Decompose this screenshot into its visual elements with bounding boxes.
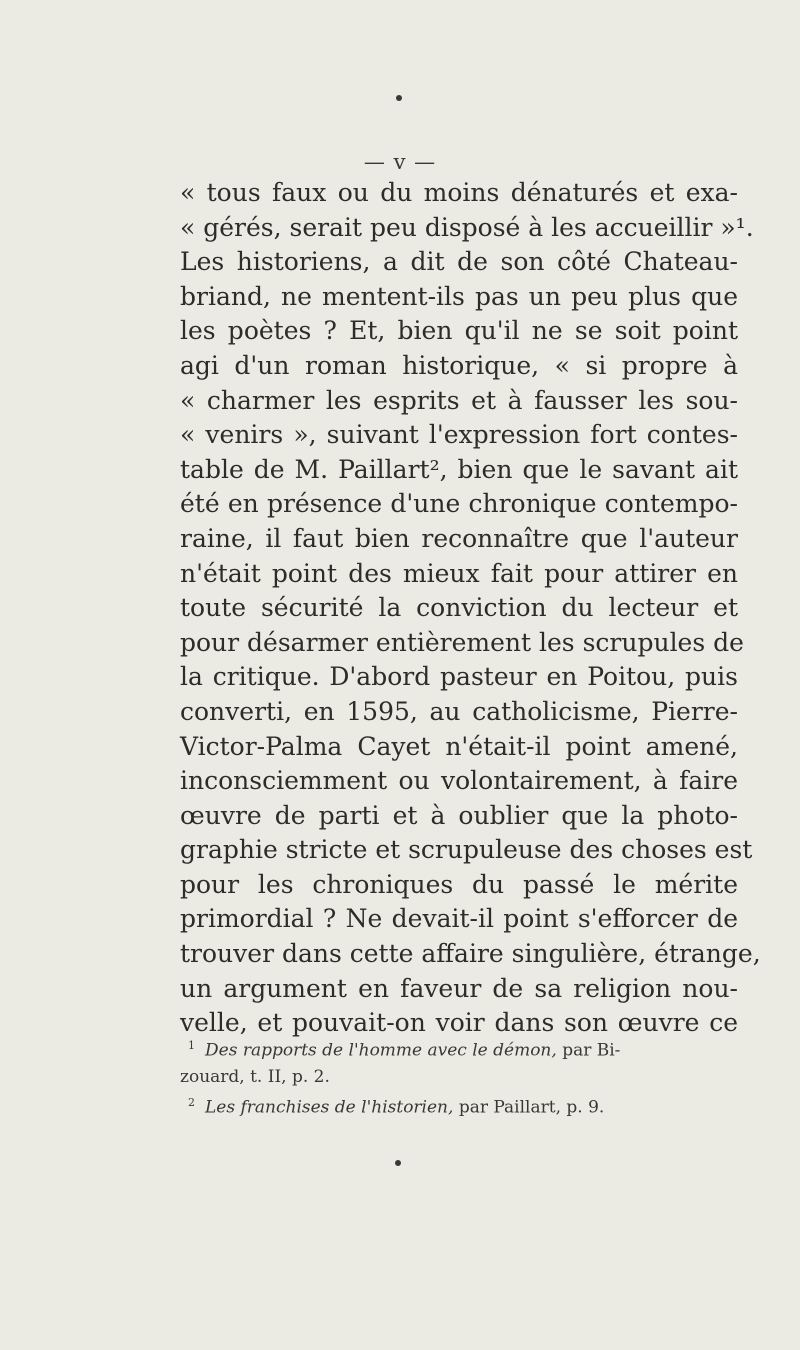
text-line: velle, et pouvait-on voir dans son œuvre ce [180,1008,738,1038]
ink-dot-bottom [395,1160,401,1166]
footnote-1-continuation: zouard, t. II, p. 2. [180,1066,330,1087]
page-number-header: — v — [363,150,437,174]
text-line: converti, en 1595, au catholicisme, Pierre- [180,696,738,726]
footnote-text: par Bi- [556,1040,621,1061]
footnote-2 [180,1090,738,1121]
text-line: Victor-Palma Cayet n'était-il point amené, [180,731,738,761]
text-line: n'était point des mieux fait pour attirer en [180,558,738,588]
text-line: « charmer les esprits et à fausser les sou- [180,385,738,415]
text-line: les poètes ? Et, bien qu'il ne se soit point [180,316,738,346]
text-line: « gérés, serait peu disposé à les accueillir »¹. [180,212,754,242]
footnote-1 [180,1033,738,1064]
text-line: « tous faux ou du moins dénaturés et exa- [180,178,738,207]
main-text-block [180,176,761,1041]
text-line: table de M. Paillart², bien que le savant ait [180,454,738,484]
text-line: toute sécurité la conviction du lecteur et [180,593,738,623]
footnote-marker: 2 [188,1095,195,1109]
footnote-text: par Paillart, p. 9. [453,1097,605,1118]
text-line: un argument en faveur de sa religion nou- [180,973,738,1003]
text-line: « venirs », suivant l'expression fort contes- [180,420,738,450]
text-line: inconsciemment ou volontairement, à faire [180,766,738,796]
text-line: agi d'un roman historique, « si propre à [180,350,738,380]
footnote-title: Les franchises de l'historien, [205,1097,454,1118]
ink-dot-top [396,95,402,101]
text-line: trouver dans cette affaire singulière, étrange, [180,939,761,969]
text-line: raine, il faut bien reconnaître que l'auteur [180,523,738,553]
text-line: œuvre de parti et à oublier que la photo- [180,800,738,830]
footnote-title: Des rapports de l'homme avec le démon, [205,1040,557,1061]
footnotes [180,1033,738,1120]
text-line: la critique. D'abord pasteur en Poitou, puis [180,662,738,692]
text-line: graphie stricte et scrupuleuse des choses est [180,835,753,865]
text-line: pour les chroniques du passé le mérite [180,869,738,899]
text-line: briand, ne mentent-ils pas un peu plus que [180,281,738,311]
footnote-marker: 1 [188,1039,195,1052]
text-line: primordial ? Ne devait-il point s'efforcer de [180,904,738,934]
text-line: pour désarmer entièrement les scrupules de [180,627,744,657]
text-line: été en présence d'une chronique contempo- [180,489,738,519]
text-line: Les historiens, a dit de son côté Chateau- [180,247,738,277]
